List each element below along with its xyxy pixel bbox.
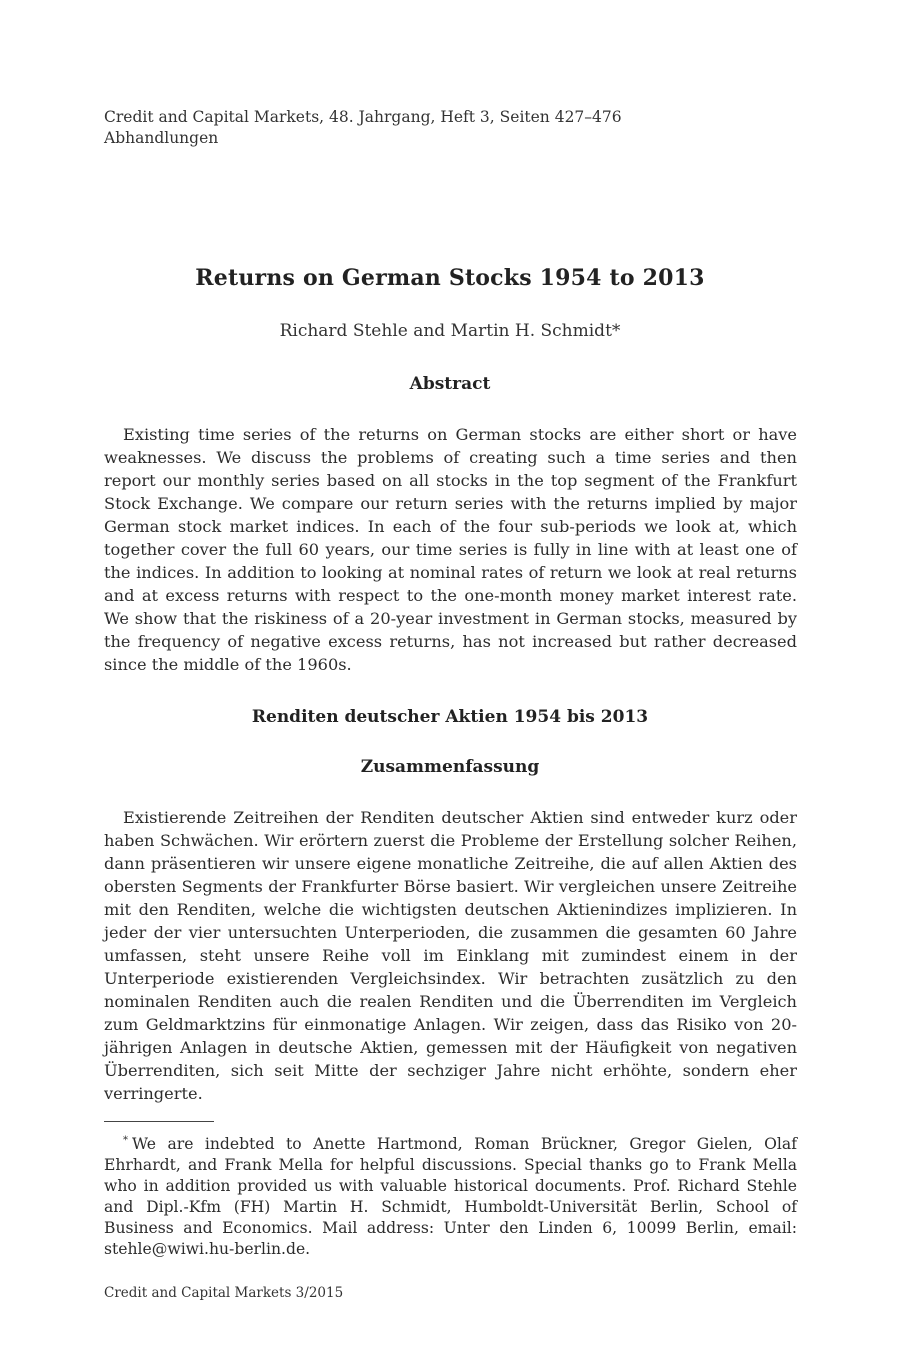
footnote-text: We are indebted to Anette Hartmond, Roman Brückner, Gregor Gielen, Olaf Ehrhardt, and Frank Mella for helpful discussions. Special thanks go to Frank Mella who in addition provided us with valuable historical documents. Prof. Richard Stehle and Dipl.-Kfm (FH) Martin H. Schmidt, Humboldt-Universität Berlin, School of Business and Economics. Mail address: Unter den Linden 6, 10099 Berlin, email: stehle@wiwi.hu-berlin.de. xyxy=(104,1135,797,1258)
footnote-marker: * xyxy=(123,1135,128,1146)
journal-citation: Credit and Capital Markets, 48. Jahrgang, Heft 3, Seiten 427–476 xyxy=(104,108,622,126)
abstract-paragraph: Existing time series of the returns on German stocks are either short or have weaknesses. We discuss the problems of creating such a time series and then report our monthly series based on all stocks in the top segment of the Frankfurt Stock Exchange. We compare our return series with the returns implied by major German stock market indices. In each of the four sub-periods we look at, which together cover the full 60 years, our time series is fully in line with at least one of the indices. In addition to looking at nominal rates of return we look at real returns and at excess returns with respect to the one-month money market interest rate. We show that the riskiness of a 20-year investment in German stocks, measured by the frequency of negative excess returns, has not increased but rather decreased since the middle of the 1960s. xyxy=(104,425,797,674)
authors: Richard Stehle and Martin H. Schmidt* xyxy=(279,321,621,341)
abstract-body xyxy=(104,423,797,676)
summary-paragraph: Existierende Zeitreihen der Renditen deutscher Aktien sind entweder kurz oder haben Schwächen. Wir erörtern zuerst die Probleme der Erstellung solcher Reihen, dann präsentieren wir unsere eigene monatliche Zeitreihe, die auf allen Aktien des obersten Segments der Frankfurter Börse basiert. Wir vergleichen unsere Zeitreihe mit den Renditen, welche die wichtigsten deutschen Aktienindizes implizieren. In jeder der vier untersuchten Unterperioden, die zusammen die gesamten 60 Jahre umfassen, steht unsere Reihe voll im Einklang mit zumindest einem in der Unterperiode existierenden Vergleichsindex. Wir betrachten zusätzlich zu den nominalen Renditen auch die realen Renditen und die Überrenditen im Vergleich zum Geldmarktzins für einmonatige Anlagen. Wir zeigen, dass das Risiko von 20-jährigen Anlagen in deutsche Aktien, gemessen mit der Häufigkeit von negativen Überrenditen, sich seit Mitte der sechziger Jahre nicht erhöhte, sondern eher verringerte. xyxy=(104,808,797,1103)
footnote xyxy=(104,1130,797,1260)
summary-heading: Zusammenfassung xyxy=(360,757,540,777)
abstract-heading: Abstract xyxy=(409,374,491,394)
footnote-divider xyxy=(104,1121,214,1122)
german-title: Renditen deutscher Aktien 1954 bis 2013 xyxy=(251,707,649,727)
footnote-paragraph xyxy=(104,1130,797,1260)
paper-title: Returns on German Stocks 1954 to 2013 xyxy=(195,265,705,291)
page-footer: Credit and Capital Markets 3/2015 xyxy=(104,1285,344,1301)
section-label: Abhandlungen xyxy=(104,129,219,147)
journal-header xyxy=(104,107,622,149)
summary-body xyxy=(104,806,797,1105)
